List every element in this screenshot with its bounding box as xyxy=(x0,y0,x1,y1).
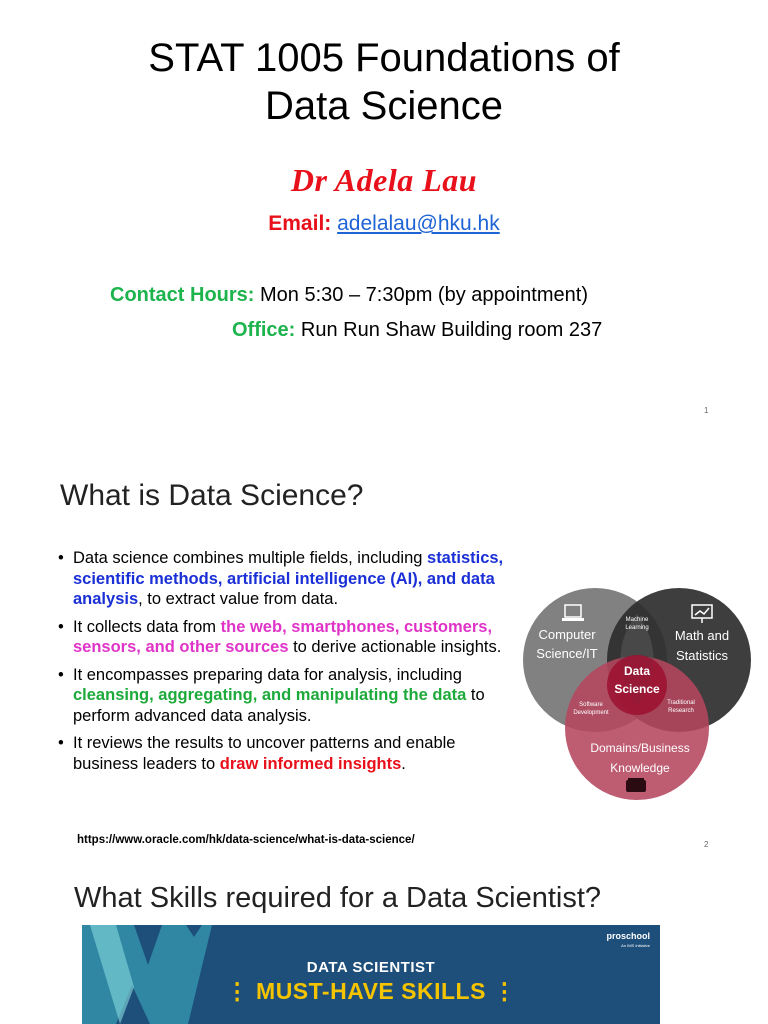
slide1-title-line1: STAT 1005 Foundations of xyxy=(148,36,620,80)
bullet-item: • It reviews the results to uncover patterns and enable business leaders to draw informed insights. xyxy=(58,733,518,774)
data-science-venn-diagram xyxy=(520,578,756,806)
slide1-page-number: 1 xyxy=(704,406,709,415)
banner-line2-text: MUST-HAVE SKILLS xyxy=(256,978,486,1004)
slide1-title-line2: Data Science xyxy=(265,84,503,128)
author-name: Dr Adela Lau xyxy=(290,162,478,198)
venn-label-math-line2: Statistics xyxy=(675,648,729,663)
contact-hours-row xyxy=(110,284,588,307)
venn-label-domain-line1: Domains/Business xyxy=(590,741,690,755)
book-icon xyxy=(626,778,646,792)
banner-line1: DATA SCIENTIST xyxy=(306,959,436,976)
banner-left-ornament: ⋮ xyxy=(225,978,250,1004)
bullet-item: • It collects data from the web, smartphones, customers, sensors, and other sources to derive actionable insights. xyxy=(58,617,518,658)
office-label: Office: xyxy=(232,319,296,341)
email-link[interactable]: adelalau@hku.hk xyxy=(337,212,500,235)
venn-label-cs-line2: Science/IT xyxy=(536,646,598,661)
bullet-list xyxy=(58,548,518,781)
slide2-page-number: 2 xyxy=(704,840,709,849)
highlight-text: cleansing, aggregating, and manipulating the data xyxy=(73,686,467,704)
banner-right-ornament: ⋮ xyxy=(492,978,517,1004)
skills-banner-image xyxy=(82,925,660,1024)
venn-label-sd-line2: Development xyxy=(573,710,609,716)
highlight-text: the web, smartphones, customers, sensors, and other sources xyxy=(73,617,493,656)
office-value: Run Run Shaw Building room 237 xyxy=(300,319,603,341)
office-row xyxy=(232,319,602,342)
slide3-title: What Skills required for a Data Scientist? xyxy=(74,882,602,914)
venn-label-cs-line1: Computer xyxy=(538,627,596,642)
banner-line2 xyxy=(82,978,660,1005)
email-label: Email: xyxy=(268,212,332,235)
contact-hours-value: Mon 5:30 – 7:30pm (by appointment) xyxy=(260,284,588,306)
highlight-text: draw informed insights xyxy=(219,754,402,773)
highlight-text: statistics, scientific methods, artificial intelligence (AI), and data analysis xyxy=(73,549,504,608)
venn-label-ml-line2: Learning xyxy=(625,625,649,631)
brand-tagline: An IMS Initiative xyxy=(621,943,650,948)
contact-hours-label: Contact Hours: xyxy=(110,284,255,306)
venn-label-math-line1: Math and xyxy=(674,628,730,643)
venn-label-tr-line2: Research xyxy=(668,708,694,714)
brand-logo xyxy=(606,931,650,951)
source-link[interactable]: https://www.oracle.com/hk/data-science/what-is-data-science/ xyxy=(77,834,415,846)
slide2-title: What is Data Science? xyxy=(60,479,364,512)
slide1-title xyxy=(0,34,768,130)
venn-label-sd-line1: Software xyxy=(579,702,603,708)
brand-name: proschool xyxy=(606,931,650,941)
venn-center-line2: Science xyxy=(614,682,660,696)
venn-label-tr-line1: Traditional xyxy=(667,700,695,706)
bullet-item: • Data science combines multiple fields, including statistics, scientific methods, artificial intelligence (AI), and data analysis, to extract value from data. xyxy=(58,548,518,610)
bullet-item: • It encompasses preparing data for analysis, including cleansing, aggregating, and manipulating the data to perform advanced data analysis. xyxy=(58,665,518,727)
venn-label-domain-line2: Knowledge xyxy=(610,761,670,775)
venn-label-ml-line1: Machine xyxy=(625,617,649,623)
email-row xyxy=(0,212,768,236)
venn-center-line1: Data xyxy=(623,664,651,678)
